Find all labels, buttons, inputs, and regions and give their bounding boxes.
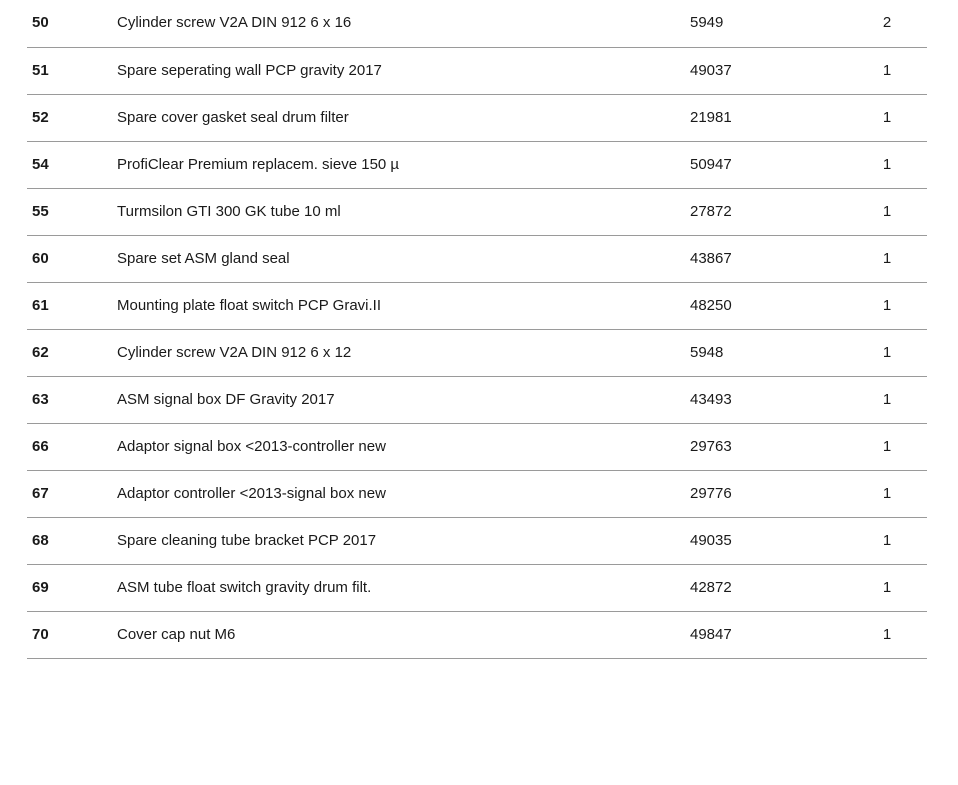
part-description: Spare seperating wall PCP gravity 2017 [117,61,382,79]
position-number: 60 [32,249,49,267]
part-description: Spare cleaning tube bracket PCP 2017 [117,531,377,549]
part-description-cell [117,188,690,235]
table-row [27,94,927,141]
position-number-cell [27,423,117,470]
quantity-cell [880,517,927,564]
part-description: Mounting plate float switch PCP Gravi.II [117,296,382,314]
article-number-cell [690,517,880,564]
position-number-cell [27,188,117,235]
part-description: Cylinder screw V2A DIN 912 6 x 16 [117,14,352,32]
quantity: 1 [882,531,892,549]
article-number-cell [690,235,880,282]
quantity: 1 [882,155,892,173]
table-row [27,611,927,658]
part-description-cell [117,517,690,564]
part-description-cell [117,423,690,470]
position-number: 63 [32,390,49,408]
part-description-cell [117,470,690,517]
article-number: 49037 [690,61,732,79]
part-description-cell [117,94,690,141]
quantity: 1 [882,578,892,596]
position-number-cell [27,517,117,564]
position-number-cell [27,235,117,282]
article-number: 42872 [690,578,732,596]
position-number-cell [27,329,117,376]
quantity: 1 [882,108,892,126]
article-number: 50947 [690,155,732,173]
article-number: 29763 [690,437,732,455]
table-row [27,188,927,235]
quantity: 1 [882,249,892,267]
article-number: 49847 [690,625,732,643]
article-number-cell [690,329,880,376]
article-number-cell [690,564,880,611]
quantity: 1 [882,296,892,314]
part-description-cell [117,329,690,376]
part-description: Adaptor signal box <2013-controller new [117,437,386,455]
position-number: 61 [32,296,49,314]
article-number: 21981 [690,108,732,126]
part-description-cell [117,376,690,423]
part-description-cell [117,235,690,282]
article-number: 27872 [690,202,732,220]
quantity-cell [880,423,927,470]
article-number-cell [690,470,880,517]
position-number-cell [27,470,117,517]
part-description-cell [117,564,690,611]
quantity-cell [880,188,927,235]
table-row [27,376,927,423]
part-description: Adaptor controller <2013-signal box new [117,484,386,502]
position-number: 68 [32,531,49,549]
table-row [27,47,927,94]
position-number: 62 [32,343,49,361]
position-number-cell [27,282,117,329]
position-number: 50 [32,14,49,32]
quantity-cell [880,282,927,329]
spare-parts-table [27,0,927,659]
quantity: 1 [882,61,892,79]
position-number-cell [27,376,117,423]
part-description: Turmsilon GTI 300 GK tube 10 ml [117,202,341,220]
part-description-cell [117,47,690,94]
quantity: 1 [882,437,892,455]
article-number-cell [690,47,880,94]
part-description-cell [117,282,690,329]
table-row [27,423,927,470]
part-description: Cylinder screw V2A DIN 912 6 x 12 [117,343,352,361]
quantity-cell [880,376,927,423]
part-description: Spare set ASM gland seal [117,249,290,267]
quantity: 1 [882,343,892,361]
quantity-cell [880,611,927,658]
article-number: 43867 [690,249,732,267]
position-number-cell [27,47,117,94]
quantity-cell [880,329,927,376]
table-row [27,0,927,47]
position-number: 54 [32,155,49,173]
article-number-cell [690,423,880,470]
table-row [27,470,927,517]
position-number-cell [27,141,117,188]
article-number: 48250 [690,296,732,314]
position-number: 69 [32,578,49,596]
quantity-cell [880,94,927,141]
quantity: 1 [882,625,892,643]
quantity-cell [880,564,927,611]
part-description: ASM signal box DF Gravity 2017 [117,390,335,408]
position-number-cell [27,0,117,47]
table-row [27,329,927,376]
position-number: 55 [32,202,49,220]
article-number: 5948 [690,343,724,361]
table-row [27,235,927,282]
spare-parts-table-body [27,0,927,658]
part-description-cell [117,611,690,658]
quantity-cell [880,141,927,188]
quantity: 1 [882,202,892,220]
table-row [27,564,927,611]
quantity-cell [880,470,927,517]
part-description: Spare cover gasket seal drum filter [117,108,349,126]
position-number: 67 [32,484,49,502]
article-number-cell [690,94,880,141]
article-number: 5949 [690,14,724,32]
part-description: ASM tube float switch gravity drum filt. [117,578,372,596]
position-number-cell [27,94,117,141]
quantity-cell [880,235,927,282]
article-number-cell [690,188,880,235]
part-description: Cover cap nut M6 [117,625,236,643]
part-description-cell [117,141,690,188]
table-row [27,141,927,188]
part-description: ProfiClear Premium replacem. sieve 150 µ [117,155,400,173]
position-number: 66 [32,437,49,455]
position-number-cell [27,611,117,658]
quantity-cell [880,0,927,47]
article-number-cell [690,282,880,329]
article-number-cell [690,611,880,658]
quantity: 1 [882,484,892,502]
part-description-cell [117,0,690,47]
quantity: 2 [882,14,892,32]
position-number: 51 [32,61,49,79]
article-number: 43493 [690,390,732,408]
article-number-cell [690,376,880,423]
article-number: 49035 [690,531,732,549]
quantity: 1 [882,390,892,408]
table-row [27,282,927,329]
position-number: 70 [32,625,49,643]
table-row [27,517,927,564]
article-number-cell [690,0,880,47]
position-number-cell [27,564,117,611]
quantity-cell [880,47,927,94]
article-number-cell [690,141,880,188]
position-number: 52 [32,108,49,126]
article-number: 29776 [690,484,732,502]
